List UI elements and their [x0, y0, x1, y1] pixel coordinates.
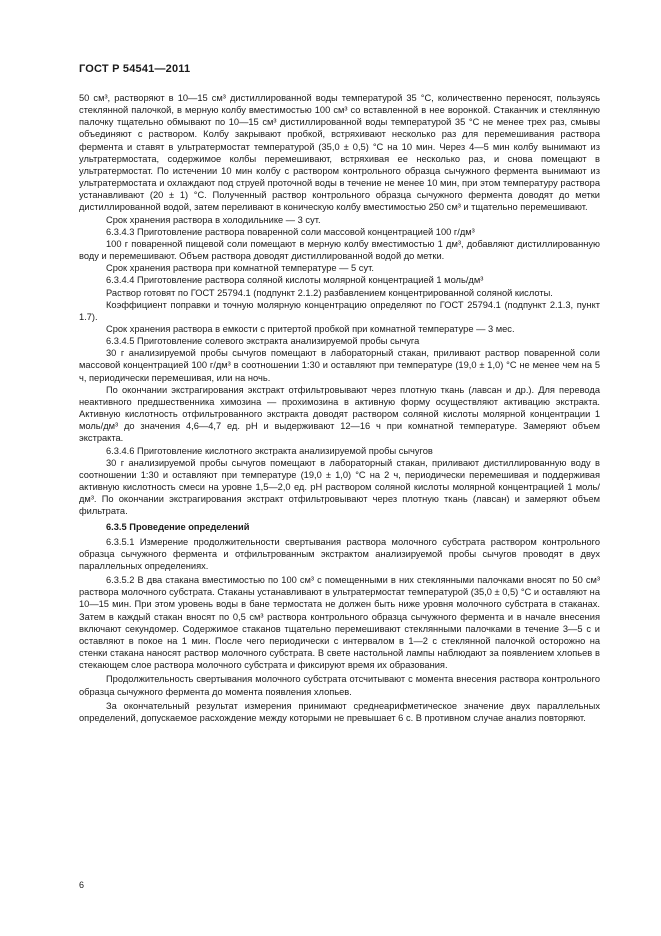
page-number: 6 — [79, 880, 85, 890]
document-body — [79, 92, 600, 724]
paragraph-storage-room: Срок хранения раствора при комнатной температуре — 5 сут. — [106, 263, 374, 274]
subsection-6-3-4-5: 6.3.4.5 Приготовление солевого экстракта анализируемой пробы сычуга — [106, 336, 420, 347]
subsection-6-3-4-4: 6.3.4.4 Приготовление раствора соляной кислоты молярной концентрацией 1 моль/дм³ — [106, 275, 484, 286]
paragraph-salt-extract: 30 г анализируемой пробы сычугов помещают в лабораторный стакан, приливают раствор поваренной соли массовой концентрацией 100 г/дм³ в соотношении 1:30 и оставляют при температуре (19,0 ± 1,0) °С не менее чем на 5 ч, периодически перемешивая, или на ночь. — [79, 348, 600, 383]
paragraph-storage-stopper: Срок хранения раствора в емкости с притертой пробкой при комнатной температуре — 3 мес. — [106, 323, 515, 334]
paragraph-acid-prep: Раствор готовят по ГОСТ 25794.1 (подпункт 2.1.2) разбавлением концентрированной соляной кислоты. — [106, 287, 553, 298]
section-6-3-5-heading: 6.3.5 Проведение определений — [106, 522, 250, 533]
paragraph-storage-fridge: Срок хранения раствора в холодильнике — 3 сут. — [106, 214, 321, 225]
paragraph-salt-solution: 100 г поваренной пищевой соли помещают в мерную колбу вместимостью 1 дм³, добавляют дистиллированную воду и перемешивают. Объем раствора доводят дистиллированной водой до метки. — [79, 238, 600, 262]
paragraph-correction-coefficient: Коэффициент поправки и точную молярную концентрацию определяют по ГОСТ 25794.1 (подпункт 2.1.3, пункт 1.7). — [79, 299, 600, 322]
paragraph-acid-extract: 30 г анализируемой пробы сычугов помещают в лабораторный стакан, приливают дистиллированную воду в соотношении 1:30 и оставляют при температуре (19,0 ± 1,0) °С на 2 ч, периодически перемешивая и поддерживая активную кислотность смеси на уровне 1,5—2,0 ед. pH раствором соляной кислоты молярной концентрацией 1 моль/дм³. По окончании экстрагирования экстракт отфильтровывают через плотную ткань (лавсан) и замеряют объем фильтрата. — [79, 457, 600, 517]
paragraph-extract-activation: По окончании экстрагирования экстракт отфильтровывают через плотную ткань (лавсан и др.). Для перевода неактивного предшественника химозина — прохимозина в активную форму осуществляют активацию экстракта. Активную кислотность отфильтрованного экстракта доводят раствором соляной кислоты молярной концентрации 1 моль/дм³ до значения 4,6—4,7 ед. pH и выдерживают 12—16 ч при комнатной температуре. Замеряют объем экстракта. — [79, 384, 600, 444]
paragraph-final-result: За окончательный результат измерения принимают среднеарифметическое значение двух параллельных определений, допускаемое расхождение между которыми не превышает 6 с. В противном случае анализ повторяют. — [79, 700, 600, 723]
paragraph-continuation: 50 см³, растворяют в 10—15 см³ дистиллированной воды температурой 35 °С, количественно переносят, пользуясь стеклянной палочкой, в мерную колбу вместимостью 100 см³ со вставленной в нее воронкой. Стаканчик и стеклянную палочку тщательно обмывают по 10—15 см³ дистиллированной воды температурой 35 °С не менее трех раз, смывы объединяют с раствором. Колбу закрывают пробкой, встряхивают несколько раз для перемешивания раствора фермента и ставят в ультратермостат температурой (35,0 ± 0,5) °С на 10 мин. Через 4—5 мин колбу вынимают из ультратермостата, содержимое колбы перемешивают, встряхивая ее несколько раз, и снова помещают в ультратермостат. По истечении 10 мин колбу с раствором контрольного образца сычужного фермента вынимают из ультратермостата и охлаждают под струей проточной воды в течение не менее 10 мин, при этом температуру раствора устанавливают (20 ± 1) °С. Полученный раствор контрольного образца сычужного фермента доводят до метки дистиллированной водой, затем переливают в коническую колбу вместимостью 250 см³ и тщательно перемешивают. — [79, 93, 600, 213]
subsection-6-3-5-2: 6.3.5.2 В два стакана вместимостью по 100 см³ с помещенными в них стеклянными палочками вносят по 50 см³ раствора молочного субстрата. Стаканы устанавливают в ультратермостат температурой (35,0 ± 0,5) °С и оставляют на 10—15 мин. При этом уровень воды в бане термостата не должен быть ниже уровня молочного субстрата в стаканах. Затем в каждый стакан вносят по 0,5 см³ раствора контрольного образца сычужного фермента и в начале внесения включают секундомер. Содержимое стаканов тщательно перемешивают стеклянными палочками в течение 3—5 с и оставляют в покое на 1 мин. После чего периодически с интервалом в 1—2 с стеклянной палочкой осторожно на стенки стакана наносят раствор молочного субстрата. В свете настольной лампы наблюдают за появлением хлопьев в стекающем слое раствора молочного субстрата и фиксируют время их образования. — [79, 575, 600, 671]
subsection-6-3-4-3: 6.3.4.3 Приготовление раствора поваренной соли массовой концентрацией 100 г/дм³ — [106, 226, 475, 237]
subsection-6-3-5-1: 6.3.5.1 Измерение продолжительности свертывания раствора молочного субстрата раствором контрольного образца сычужного фермента и отфильтрованным экстрактом анализируемой пробы сычугов проводят в двух параллельных определениях. — [79, 536, 600, 571]
standard-header: ГОСТ Р 54541—2011 — [79, 63, 191, 75]
subsection-6-3-4-6: 6.3.4.6 Приготовление кислотного экстракта анализируемой пробы сычугов — [106, 445, 433, 456]
paragraph-coagulation-duration: Продолжительность свертывания молочного субстрата отсчитывают с момента внесения раствора контрольного образца сычужного фермента до момента появления хлопьев. — [79, 674, 600, 697]
